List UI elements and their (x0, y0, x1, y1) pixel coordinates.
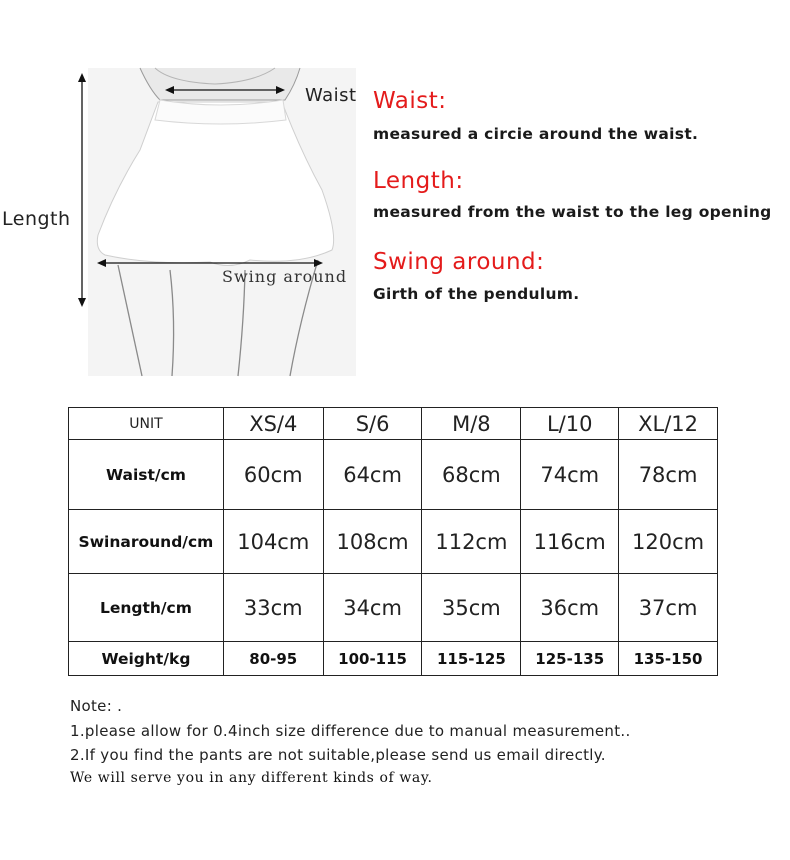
waist-definition-title: Waist: (373, 88, 447, 114)
waist-definition-text: measured a circie around the waist. (373, 125, 699, 143)
table-cell: 108cm (323, 510, 422, 574)
waist-definition (373, 88, 447, 114)
unit-header-cell: UNIT (69, 408, 224, 440)
table-cell: 36cm (521, 574, 619, 642)
note-line-1: 1.please allow for 0.4inch size difference due to manual measurement.. (70, 722, 631, 740)
table-row (69, 440, 718, 510)
length-definition-title: Length: (373, 168, 464, 194)
size-header-cell: XS/4 (223, 408, 323, 440)
table-cell: 120cm (619, 510, 718, 574)
table-cell: 37cm (619, 574, 718, 642)
row-label-cell: Swinaround/cm (69, 510, 224, 574)
swing-definition (373, 249, 544, 275)
table-cell: 35cm (422, 574, 521, 642)
table-cell: 68cm (422, 440, 521, 510)
note-line-2: 2.If you find the pants are not suitable,please send us email directly. (70, 746, 606, 764)
table-cell: 115-125 (422, 642, 521, 676)
size-chart-table (68, 407, 718, 676)
length-definition (373, 168, 464, 194)
swing-definition-title: Swing around: (373, 249, 545, 275)
table-row (69, 642, 718, 676)
table-cell: 80-95 (223, 642, 323, 676)
size-header-cell: S/6 (323, 408, 422, 440)
table-cell: 64cm (323, 440, 422, 510)
table-cell: 112cm (422, 510, 521, 574)
size-header-cell: XL/12 (619, 408, 718, 440)
row-label-cell: Length/cm (69, 574, 224, 642)
table-cell: 60cm (223, 440, 323, 510)
table-cell: 100-115 (323, 642, 422, 676)
table-header-row (69, 408, 718, 440)
row-label-cell: Weight/kg (69, 642, 224, 676)
table-row (69, 510, 718, 574)
note-heading: Note: . (70, 697, 123, 715)
size-header-cell: L/10 (521, 408, 619, 440)
note-line-3: We will serve you in any different kinds of way. (70, 770, 433, 786)
table-cell: 34cm (323, 574, 422, 642)
table-cell: 78cm (619, 440, 718, 510)
length-dimension-label: Length (2, 208, 71, 230)
table-row (69, 574, 718, 642)
swing-around-dimension-label: Swing around (222, 267, 348, 286)
skirt-measurement-diagram (0, 60, 370, 390)
table-cell: 104cm (223, 510, 323, 574)
swing-definition-text: Girth of the pendulum. (373, 285, 580, 303)
table-cell: 33cm (223, 574, 323, 642)
size-header-cell: M/8 (422, 408, 521, 440)
waist-dimension-label: Waist (305, 85, 357, 106)
table-cell: 74cm (521, 440, 619, 510)
length-definition-text: measured from the waist to the leg opening (373, 203, 772, 221)
table-cell: 125-135 (521, 642, 619, 676)
table-cell: 135-150 (619, 642, 718, 676)
row-label-cell: Waist/cm (69, 440, 224, 510)
table-cell: 116cm (521, 510, 619, 574)
